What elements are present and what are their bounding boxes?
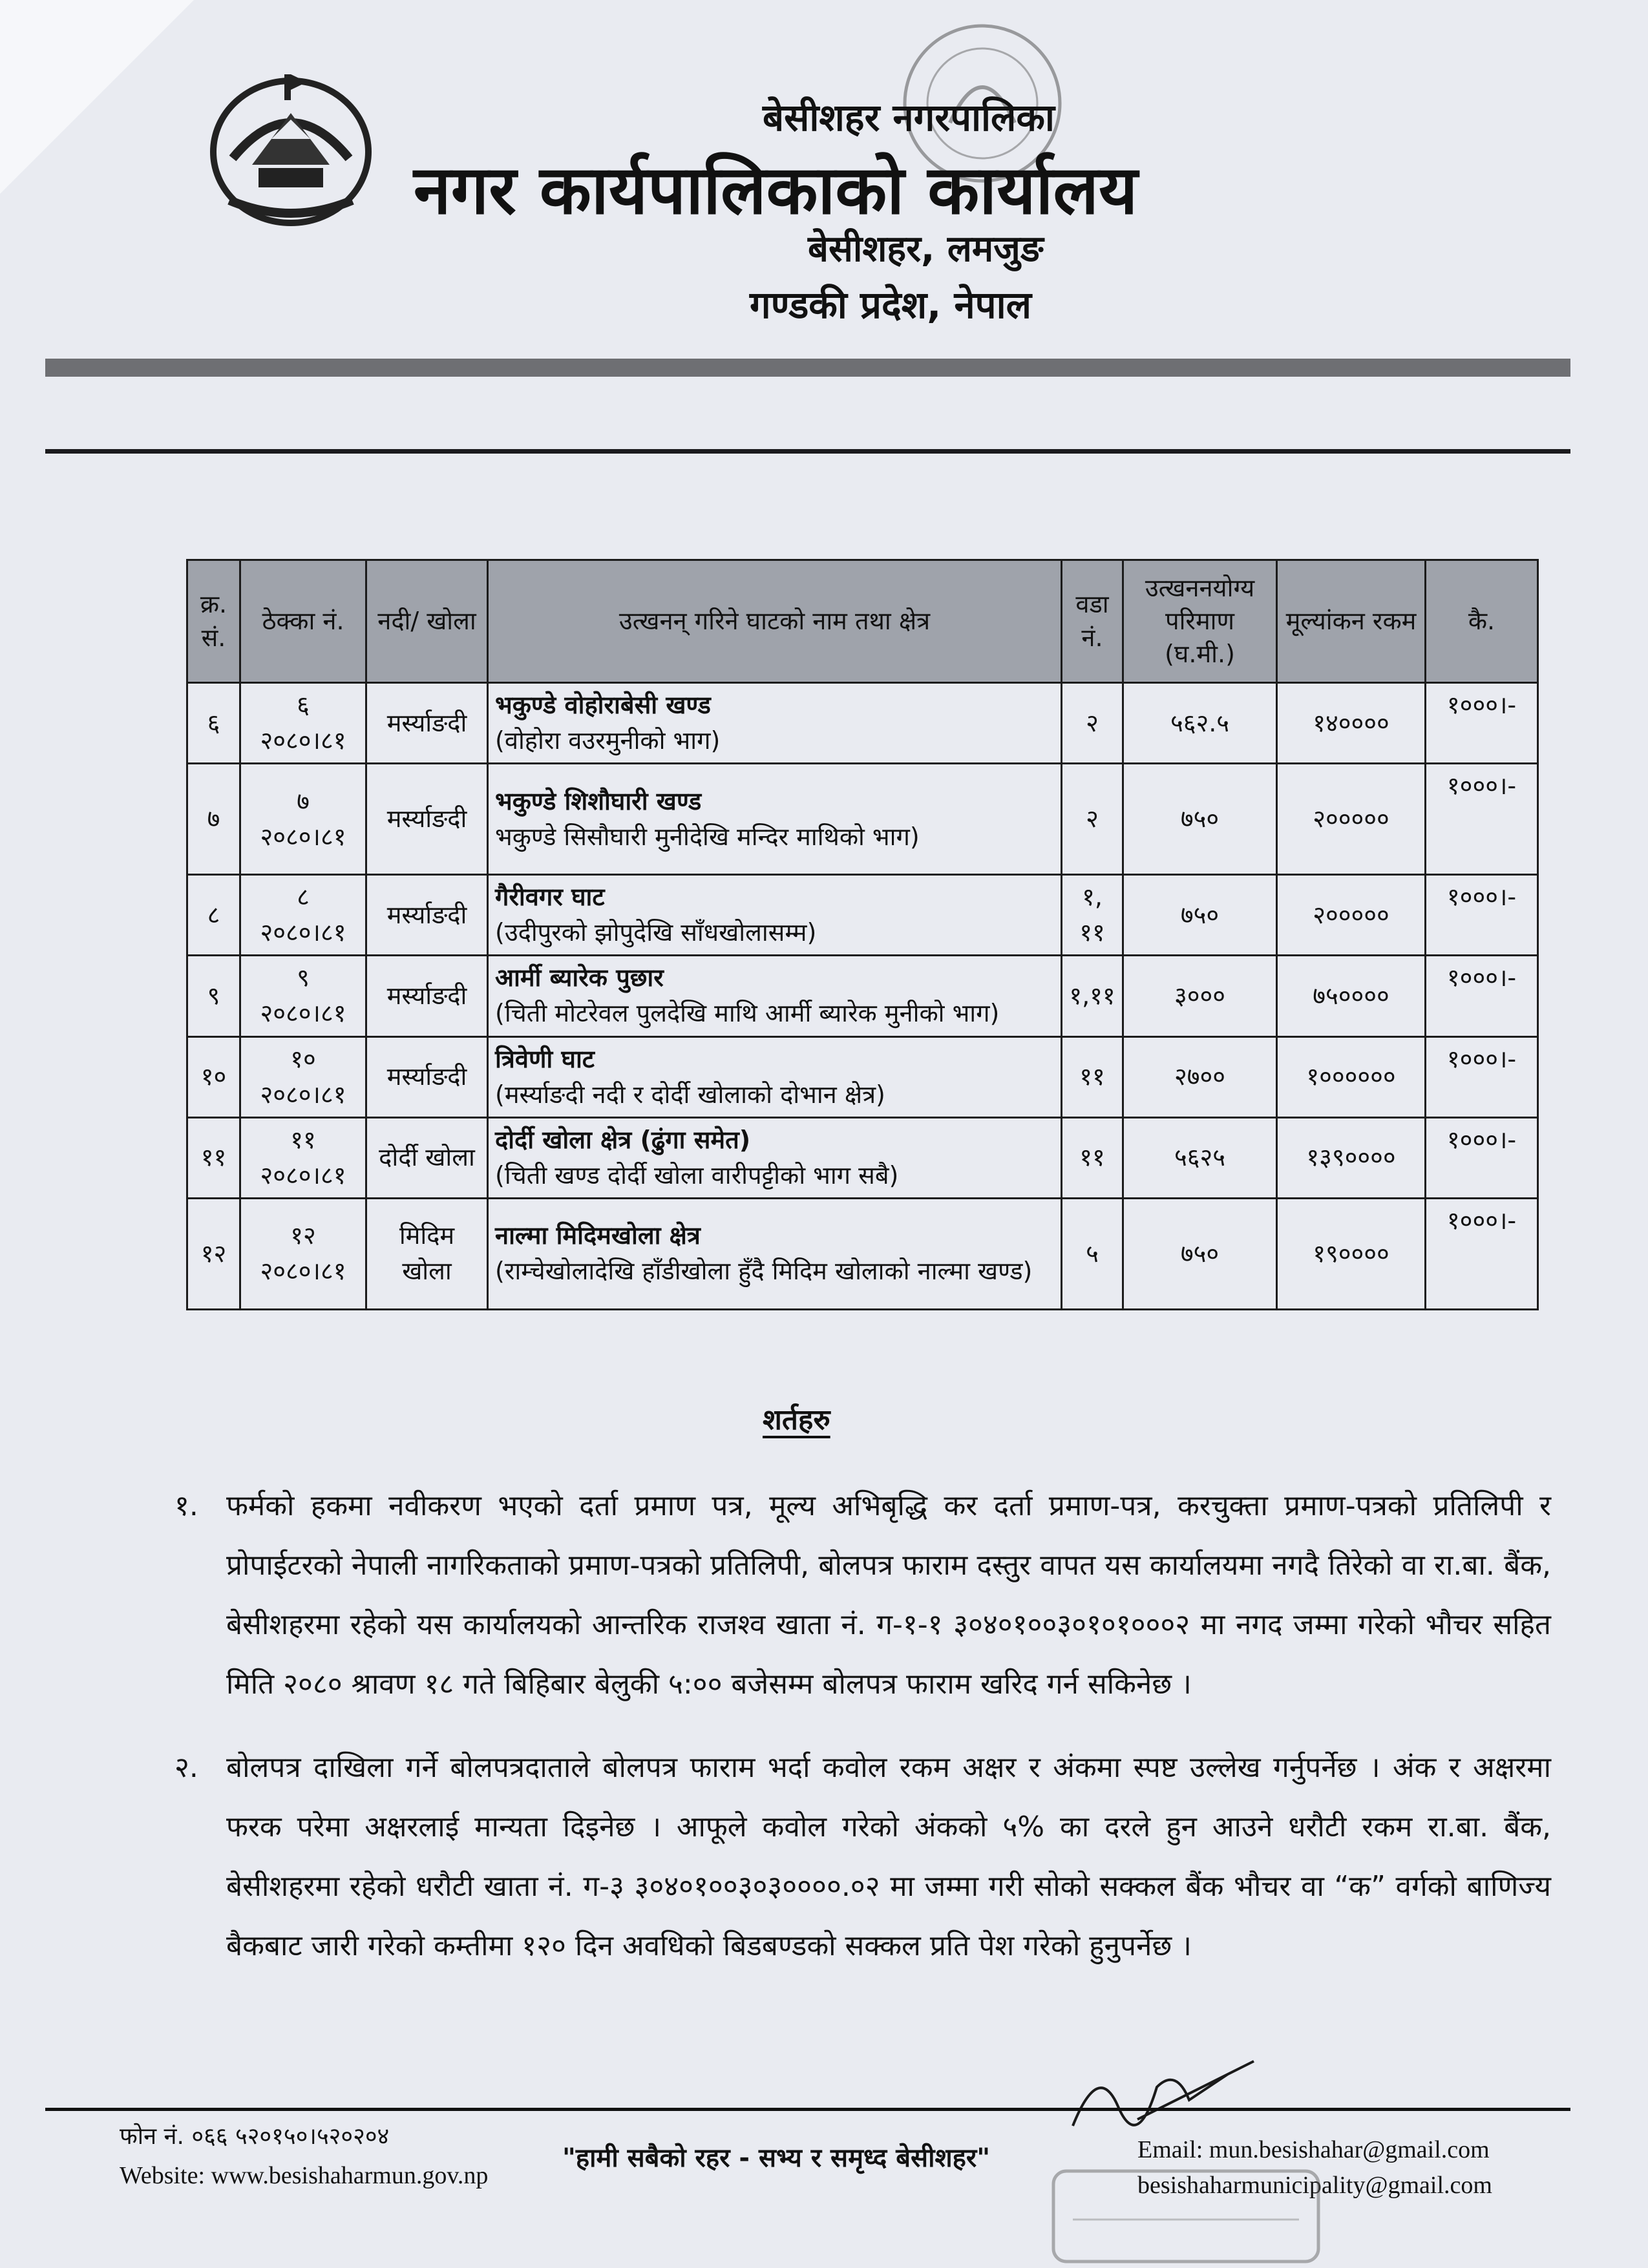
cell-quantity: ५६२.५ [1123, 683, 1277, 764]
cell-river: मर्स्याङदी [366, 956, 488, 1036]
ghat-title: दोर्दी खोला क्षेत्र (ढुंगा समेत) [495, 1125, 751, 1154]
cell-contract [240, 683, 366, 764]
cell-amount: १९०००० [1277, 1198, 1426, 1309]
nepal-emblem-icon [194, 61, 388, 236]
cell-remark: १०००।- [1426, 875, 1538, 956]
cell-ghat [488, 1117, 1062, 1198]
header-quantity: उत्खननयोग्य परिमाण (घ.मी.) [1123, 560, 1277, 683]
cell-quantity: ३००० [1123, 956, 1277, 1036]
cell-ghat [488, 956, 1062, 1036]
contract-year: २०८०।८१ [260, 999, 346, 1028]
cell-ward: ११ [1062, 1117, 1123, 1198]
contract-number: ८ [297, 883, 310, 912]
table-row [187, 1036, 1538, 1117]
ghat-title: भकुण्डे वोहोराबेसी खण्ड [495, 691, 711, 719]
footer-phone: फोन नं. ०६६ ५२०१५०।५२०२०४ [120, 2123, 390, 2150]
ghat-description: (उदीपुरको झोपुदेखि साँधखोलासम्म) [495, 918, 817, 947]
cell-remark: १०००।- [1426, 683, 1538, 764]
cell-river: मर्स्याङदी [366, 764, 488, 875]
page-fold [0, 0, 194, 194]
ghat-description: (मर्स्याङदी नदी र दोर्दी खोलाको दोभान क्षेत्र) [495, 1080, 885, 1109]
cell-river: मर्स्याङदी [366, 875, 488, 956]
footer-website-link[interactable]: Website: www.besishaharmun.gov.np [120, 2162, 489, 2189]
ghat-title: गैरीवगर घाट [495, 883, 605, 912]
cell-amount: १३९०००० [1277, 1117, 1426, 1198]
term-item [174, 1476, 1551, 1714]
cell-sn: १२ [187, 1198, 240, 1309]
cell-amount: २००००० [1277, 764, 1426, 875]
office-title: नगर कार्यपालिकाको कार्यालय [414, 151, 1138, 229]
ghat-title: नाल्मा मिदिमखोला क्षेत्र [495, 1221, 701, 1250]
cell-remark: १०००।- [1426, 764, 1538, 875]
cell-remark: १०००।- [1426, 1036, 1538, 1117]
cell-ward: ५ [1062, 1198, 1123, 1309]
footer-slogan: "हामी सबैको रहर - सभ्य र समृध्द बेसीशहर" [562, 2143, 991, 2173]
ghat-description: (वोहोरा वउरमुनीको भाग) [495, 726, 721, 755]
term-text: फर्मको हकमा नवीकरण भएको दर्ता प्रमाण पत्र, मूल्य अभिबृद्धि कर दर्ता प्रमाण-पत्र, करचुक्ता प्रमाण-पत्रको प्रतिलिपी र प्रोपाईटरको नेपाली नागरिकताको प्रमाण-पत्रको प्रतिलिपी, बोलपत्र फाराम दस्तुर वापत यस कार्यालयमा नगदै तिरेको वा रा.बा. बैंक, बेसीशहरमा रहेको यस कार्यालयको आन्तरिक राजश्व खाता नं. ग-१-१ ३०४०१००३०१०१०००२ मा नगद जम्मा गरेको भौचर सहित मिति २०८० श्रावण १८ गते बिहिबार बेलुकी ५:०० बजेसम्म बोलपत्र फाराम खरिद गर्न सकिनेछ । [226, 1489, 1551, 1701]
header-ward: वडा नं. [1062, 560, 1123, 683]
table-row [187, 956, 1538, 1036]
cell-quantity: ५६२५ [1123, 1117, 1277, 1198]
contract-year: २०८०।८१ [260, 1080, 346, 1109]
cell-sn: ९ [187, 956, 240, 1036]
cell-amount: १४०००० [1277, 683, 1426, 764]
header-ghat: उत्खनन् गरिने घाटको नाम तथा क्षेत्र [488, 560, 1062, 683]
cell-amount: २००००० [1277, 875, 1426, 956]
footer-divider [45, 2108, 1570, 2111]
signature-icon [1060, 2048, 1267, 2145]
contract-number: ७ [297, 786, 310, 815]
cell-amount: १०००००० [1277, 1036, 1426, 1117]
footer-email-link[interactable]: Email: mun.besishahar@gmail.com [1137, 2136, 1490, 2163]
contract-number: १२ [290, 1221, 316, 1250]
contract-year: २०८०।८१ [260, 822, 346, 851]
cell-sn: १० [187, 1036, 240, 1117]
municipality-name: बेसीशहर नगरपालिका [763, 96, 1055, 140]
header-sn: क्र. सं. [187, 560, 240, 683]
cell-remark: १०००।- [1426, 956, 1538, 1036]
header-divider-thick [45, 359, 1570, 377]
table-row [187, 683, 1538, 764]
cell-quantity: ७५० [1123, 764, 1277, 875]
table-row [187, 1198, 1538, 1309]
term-number: १. [174, 1489, 198, 1522]
cell-river: दोर्दी खोला [366, 1117, 488, 1198]
table-header-row [187, 560, 1538, 683]
contract-year: २०८०।८१ [260, 726, 346, 755]
cell-contract [240, 875, 366, 956]
table-row [187, 1117, 1538, 1198]
cell-ward: १, ११ [1062, 875, 1123, 956]
cell-river: मर्स्याङदी [366, 1036, 488, 1117]
cell-ward: ११ [1062, 1036, 1123, 1117]
contract-year: २०८०।८१ [260, 1160, 346, 1190]
table-row [187, 875, 1538, 956]
contract-number: ६ [297, 691, 310, 719]
cell-ghat [488, 1036, 1062, 1117]
cell-sn: ११ [187, 1117, 240, 1198]
header-river: नदी/ खोला [366, 560, 488, 683]
header-divider-thin [45, 449, 1570, 454]
term-item [174, 1738, 1551, 1976]
cell-remark: १०००।- [1426, 1117, 1538, 1198]
cell-ghat [488, 1198, 1062, 1309]
ghat-description: (चिती मोटरेवल पुलदेखि माथि आर्मी ब्यारेक मुनीको भाग) [495, 999, 1000, 1028]
cell-ghat [488, 875, 1062, 956]
contract-number: ९ [297, 963, 310, 992]
ghat-description: (चिती खण्ड दोर्दी खोला वारीपट्टीको भाग सबै) [495, 1160, 899, 1190]
term-text: बोलपत्र दाखिला गर्ने बोलपत्रदाताले बोलपत्र फाराम भर्दा कवोल रकम अक्षर र अंकमा स्पष्ट उल्लेख गर्नुपर्नेछ । अंक र अक्षरमा फरक परेमा अक्षरलाई मान्यता दिइनेछ । आफूले कवोल गरेको अंकको ५% का दरले हुन आउने धरौटी रकम रा.बा. बैंक, बेसीशहरमा रहेको धरौटी खाता नं. ग-३ ३०४०१००३०३००००.०२ मा जम्मा गरी सोको सक्कल बैंक भौचर वा “क” वर्गको बाणिज्य बैकबाट जारी गरेको कम्तीमा १२० दिन अवधिको बिडबण्डको सक्कल प्रति पेश गरेको हुनुपर्नेछ । [226, 1751, 1551, 1962]
cell-ward: २ [1062, 764, 1123, 875]
term-number: २. [174, 1751, 198, 1784]
cell-contract [240, 1198, 366, 1309]
contract-year: २०८०।८१ [260, 918, 346, 947]
ghat-title: भकुण्डे शिशौघारी खण्ड [495, 786, 702, 815]
footer-email2-link[interactable]: besishaharmunicipality@gmail.com [1137, 2172, 1492, 2199]
cell-river: मिदिम खोला [366, 1198, 488, 1309]
table-row [187, 764, 1538, 875]
cell-remark: १०००।- [1426, 1198, 1538, 1309]
ghat-title: आर्मी ब्यारेक पुछार [495, 963, 664, 992]
cell-quantity: २७०० [1123, 1036, 1277, 1117]
ghat-title: त्रिवेणी घाट [495, 1044, 595, 1073]
cell-contract [240, 1117, 366, 1198]
cell-sn: ६ [187, 683, 240, 764]
cell-river: मर्स्याङदी [366, 683, 488, 764]
cell-ghat [488, 764, 1062, 875]
cell-contract [240, 764, 366, 875]
cell-quantity: ७५० [1123, 1198, 1277, 1309]
cell-contract [240, 956, 366, 1036]
tender-table [186, 559, 1539, 1310]
contract-number: १० [290, 1044, 316, 1073]
office-location: बेसीशहर, लमजुङ [808, 228, 1044, 270]
terms-heading: शर्तहरु [763, 1403, 830, 1436]
cell-sn: ७ [187, 764, 240, 875]
official-stamp-icon [1047, 2158, 1325, 2268]
cell-ward: २ [1062, 683, 1123, 764]
header-amount: मूल्यांकन रकम [1277, 560, 1426, 683]
contract-year: २०८०।८१ [260, 1257, 346, 1286]
cell-quantity: ७५० [1123, 875, 1277, 956]
ghat-description: (राम्चेखोलादेखि हाँडीखोला हुँदै मिदिम खोलाको नाल्मा खण्ड) [495, 1257, 1033, 1286]
header-contract-no: ठेक्का नं. [240, 560, 366, 683]
header-remarks: कै. [1426, 560, 1538, 683]
cell-ward: १,११ [1062, 956, 1123, 1036]
cell-amount: ७५०००० [1277, 956, 1426, 1036]
cell-sn: ८ [187, 875, 240, 956]
cell-contract [240, 1036, 366, 1117]
ghat-description: भकुण्डे सिसौघारी मुनीदेखि मन्दिर माथिको भाग) [495, 822, 920, 851]
province-name: गण्डकी प्रदेश, नेपाल [750, 283, 1031, 327]
cell-ghat [488, 683, 1062, 764]
contract-number: ११ [290, 1125, 316, 1154]
